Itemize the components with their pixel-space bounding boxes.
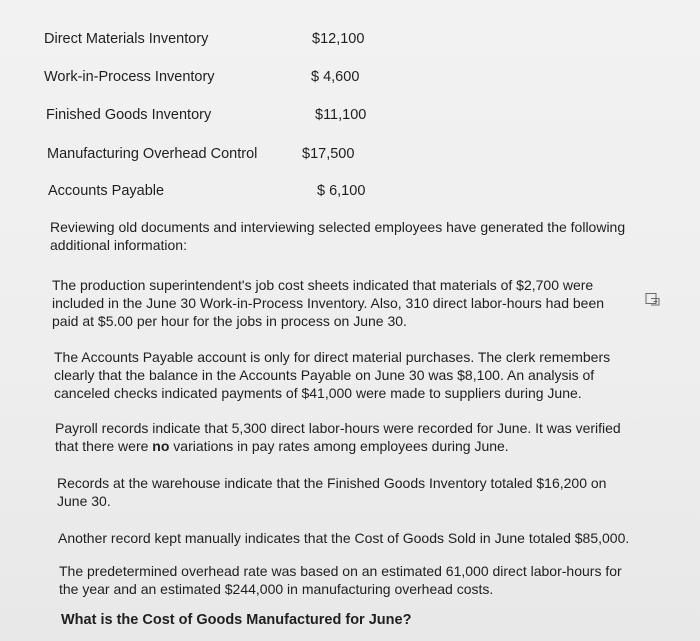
expand-icon[interactable] (645, 292, 661, 306)
account-label: Direct Materials Inventory (44, 31, 209, 47)
account-label: Work-in-Process Inventory (44, 69, 215, 85)
text-line: The predetermined overhead rate was based on an estimated 61,000 direct labor-hours for (59, 563, 622, 579)
text-line: included in the June 30 Work-in-Process Inventory. Also, 310 direct labor-hours had been (52, 295, 605, 311)
account-value: $11,100 (315, 107, 367, 123)
emphasis-text: no (152, 438, 170, 454)
account-row-work-in-process (0, 66, 420, 88)
text-line: clearly that the balance in the Accounts Payable on June 30 was $8,100. An analysis of (54, 367, 595, 383)
text-line (55, 437, 621, 455)
text-line: additional information: (50, 237, 187, 253)
account-row-direct-materials (0, 28, 420, 50)
cut-off-text (61, 634, 123, 641)
info-paragraph-payroll (55, 419, 621, 455)
info-paragraph-cost-of-goods-sold (58, 529, 629, 547)
text-segment: variations in pay rates among employees during June. (169, 438, 509, 454)
account-row-manufacturing-overhead (0, 143, 420, 165)
text-line: June 30. (57, 493, 111, 509)
text-line: The Accounts Payable account is only for direct material purchases. The clerk remembers (54, 349, 611, 365)
text-line: the year and an estimated $244,000 in manufacturing overhead costs. (59, 581, 494, 597)
intro-paragraph (50, 218, 625, 254)
account-label: Accounts Payable (48, 183, 165, 199)
account-label: Finished Goods Inventory (46, 107, 212, 123)
info-paragraph-overhead-rate (59, 562, 622, 598)
info-paragraph-warehouse (57, 474, 606, 510)
info-paragraph-accounts-payable (54, 348, 610, 402)
account-value: $ 6,100 (317, 183, 366, 199)
text-line: Payroll records indicate that 5,300 direct labor-hours were recorded for June. It was verified (55, 420, 621, 436)
account-row-accounts-payable (0, 180, 420, 202)
text-line: paid at $5.00 per hour for the jobs in process on June 30. (52, 313, 407, 329)
account-value: $ 4,600 (311, 69, 360, 85)
text-line: Records at the warehouse indicate that the Finished Goods Inventory totaled $16,200 on (57, 475, 607, 491)
text-segment: that there were (55, 438, 153, 454)
text-line: Reviewing old documents and interviewing selected employees have generated the following (50, 219, 626, 235)
account-value: $12,100 (312, 31, 365, 47)
question-heading: What is the Cost of Goods Manufactured for June? (61, 612, 412, 628)
text-line: canceled checks indicated payments of $41,000 were made to suppliers during June. (54, 385, 582, 401)
text-line: Another record kept manually indicates that the Cost of Goods Sold in June totaled $85,000. (58, 530, 630, 546)
text-line: The production superintendent's job cost sheets indicated that materials of $2,700 were (52, 277, 594, 293)
account-value: $17,500 (302, 146, 355, 162)
account-label: Manufacturing Overhead Control (47, 146, 258, 162)
account-row-finished-goods (0, 104, 420, 126)
info-paragraph-job-cost (52, 276, 604, 330)
